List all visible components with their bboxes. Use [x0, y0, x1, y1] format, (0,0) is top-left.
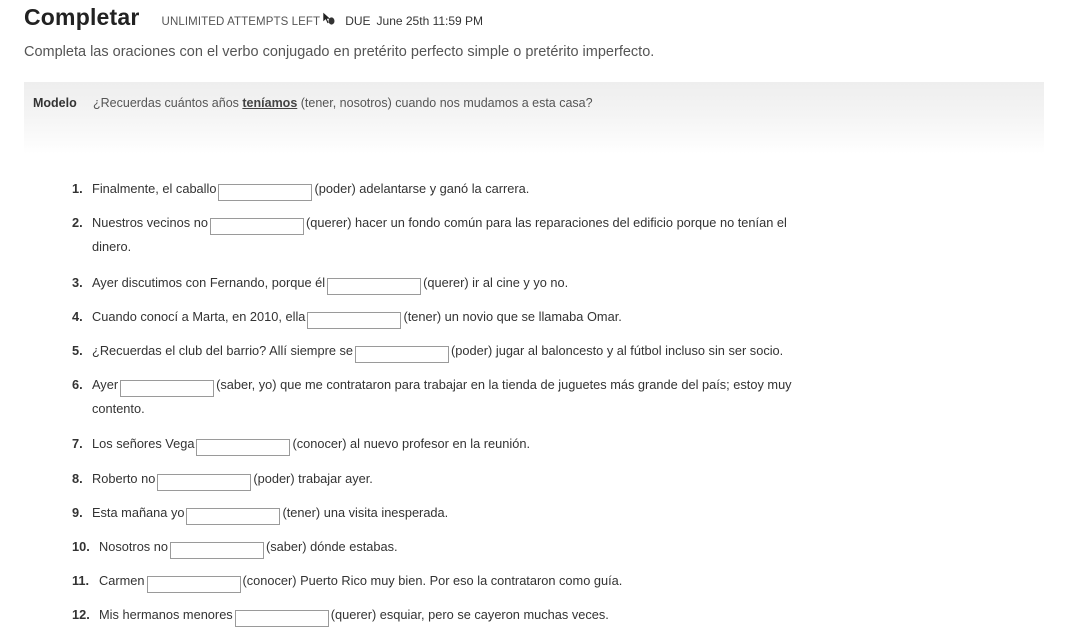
- question-number: 6.: [72, 377, 83, 392]
- question-text-continuation: contento.: [92, 401, 145, 416]
- due-label: DUE: [345, 14, 371, 28]
- question-text-after: (conocer) Puerto Rico muy bien. Por eso la contrataron como guía.: [242, 573, 623, 588]
- question-text-after: (poder) adelantarse y ganó la carrera.: [314, 181, 530, 196]
- answer-input-9[interactable]: [186, 508, 280, 525]
- question-text-before: ¿Recuerdas el club del barrio? Allí siempre se: [92, 343, 354, 358]
- question-number: 11.: [72, 573, 90, 588]
- page-title: Completar: [24, 4, 140, 30]
- question-text-before: Carmen: [99, 573, 145, 588]
- question-text-before: Nosotros no: [99, 539, 168, 554]
- question-text-after: (tener) una visita inesperada.: [282, 505, 449, 520]
- question-text-before: Ayer: [92, 377, 119, 392]
- mouse-cursor-icon: [321, 11, 335, 25]
- question-number: 10.: [72, 539, 90, 554]
- question-text-before: Nuestros vecinos no: [92, 215, 208, 230]
- question-item: [72, 534, 832, 559]
- question-number: 8.: [72, 471, 83, 486]
- question-item: [72, 602, 832, 627]
- question-text-after: (querer) esquiar, pero se cayeron muchas veces.: [330, 607, 609, 622]
- question-item: [72, 568, 832, 593]
- answer-input-8[interactable]: [157, 474, 251, 491]
- question-number: 2.: [72, 215, 83, 230]
- answer-input-5[interactable]: [355, 346, 449, 363]
- question-text-before: Ayer discutimos con Fernando, porque él: [92, 275, 326, 290]
- attempts-label: UNLIMITED ATTEMPTS LEFT: [161, 16, 321, 28]
- instructions: Completa las oraciones con el verbo conjugado en pretérito perfecto simple o pretérito imperfecto.: [24, 44, 655, 60]
- question-text-after: (querer) ir al cine y yo no.: [423, 275, 569, 290]
- due-date: June 25th 11:59 PM: [376, 14, 484, 28]
- question-text-before: Cuando conocí a Marta, en 2010, ella: [92, 309, 306, 324]
- question-item: [72, 466, 832, 491]
- answer-input-12[interactable]: [235, 610, 329, 627]
- model-answer: teníamos: [242, 96, 298, 110]
- answer-input-3[interactable]: [327, 278, 421, 295]
- answer-input-2[interactable]: [210, 218, 304, 235]
- question-text-after: (querer) hacer un fondo común para las reparaciones del edificio porque no tenían el: [305, 215, 787, 230]
- question-item: [72, 270, 832, 295]
- question-text-before: Mis hermanos menores: [99, 607, 233, 622]
- answer-input-10[interactable]: [170, 542, 264, 559]
- question-text-after: (poder) trabajar ayer.: [253, 471, 373, 486]
- question-number: 7.: [72, 436, 83, 451]
- model-label: Modelo: [33, 96, 77, 110]
- question-number: 3.: [72, 275, 83, 290]
- question-item: [72, 372, 832, 421]
- question-item: [72, 431, 832, 456]
- model-text-after: (tener, nosotros) cuando nos mudamos a esta casa?: [297, 96, 593, 110]
- question-text-after: (saber) dónde estabas.: [266, 539, 398, 554]
- model-example: [24, 82, 1044, 154]
- question-item: [72, 338, 832, 363]
- question-item: [72, 304, 832, 329]
- answer-input-6[interactable]: [120, 380, 214, 397]
- question-text-after: (saber, yo) que me contrataron para trabajar en la tienda de juguetes más grande del país; estoy muy: [216, 377, 792, 392]
- question-text-continuation: dinero.: [92, 239, 132, 254]
- question-text-after: (conocer) al nuevo profesor en la reunión.: [292, 436, 531, 451]
- question-text-before: Finalmente, el caballo: [92, 181, 217, 196]
- question-number: 1.: [72, 181, 83, 196]
- answer-input-4[interactable]: [307, 312, 401, 329]
- question-item: [72, 500, 832, 525]
- model-text-before: ¿Recuerdas cuántos años: [93, 96, 243, 110]
- header: [24, 4, 483, 34]
- question-text-before: Esta mañana yo: [92, 505, 185, 520]
- question-text-before: Roberto no: [92, 471, 156, 486]
- answer-input-1[interactable]: [218, 184, 312, 201]
- answer-input-11[interactable]: [147, 576, 241, 593]
- question-text-after: (tener) un novio que se llamaba Omar.: [403, 309, 622, 324]
- question-number: 4.: [72, 309, 83, 324]
- question-number: 9.: [72, 505, 83, 520]
- question-item: [72, 210, 832, 259]
- question-text-after: (poder) jugar al baloncesto y al fútbol incluso sin ser socio.: [451, 343, 784, 358]
- question-item: [72, 176, 832, 201]
- answer-input-7[interactable]: [196, 439, 290, 456]
- model-sentence: [93, 96, 593, 110]
- question-text-before: Los señores Vega: [92, 436, 195, 451]
- question-number: 5.: [72, 343, 83, 358]
- question-number: 12.: [72, 607, 90, 622]
